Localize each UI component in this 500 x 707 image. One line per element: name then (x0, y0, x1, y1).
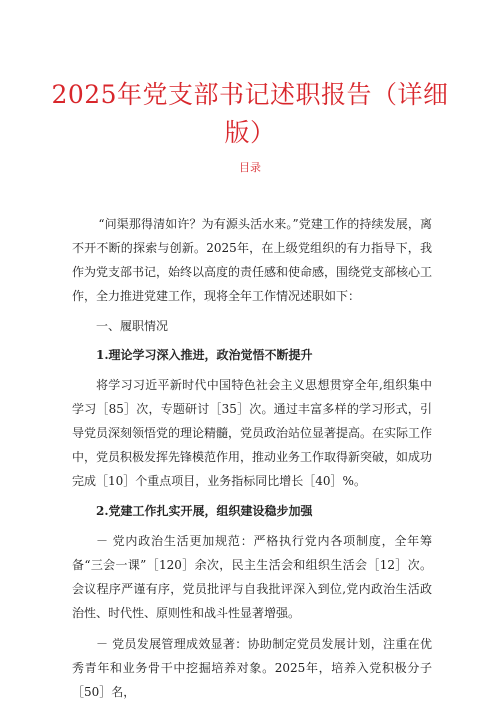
subheading-theory-study: 1.理论学习深入推进，政治觉悟不断提升 (96, 348, 313, 362)
intro-paragraph: “问渠那得清如许？为有源头活水来。”党建工作的持续发展，离不开不断的探索与创新。2025年，在上级党组织的有力指导下，我作为党支部书记，始终以高度的责任感和使命感，围绕党支部核心工作，全力推进党建工作，现将全年工作情况述职如下： (72, 217, 433, 303)
toc-link[interactable]: 目录 (239, 161, 261, 174)
subheading-party-building: 2.党建工作扎实开展，组织建设稳步加强 (96, 504, 313, 518)
paragraph-theory-study: 将学习习近平新时代中国特色社会主义思想贯穿全年,组织集中学习［85］次，专题研讨［35］次。通过丰富多样的学习形式，引导党员深刻领悟党的理论精髓，党员政治站位显著提高。在实际工作中，党员积极发挥先锋模范作用，推动业务工作取得新突破，如成功完成［10］个重点项目，业务指标同比增长［40］%。 (72, 378, 433, 488)
document-title: 2025年党支部书记述职报告（详细版） (51, 80, 449, 147)
document-body (72, 212, 432, 704)
section-heading-performance: 一、履职情况 (96, 319, 169, 333)
paragraph-political-life: － 党内政治生活更加规范：严格执行党内各项制度，全年筹备“三会一课”［120］余次，民主生活会和组织生活会［12］次。会议程序严谨有序，党员批评与自我批评深入到位,党内政治生活政治性、时代性、原则性和战斗性显著增强。 (72, 534, 432, 620)
paragraph-member-development: － 党员发展管理成效显著：协助制定党员发展计划，注重在优秀青年和业务骨干中挖掘培养对象。2025年，培养入党积极分子［50］名， (72, 637, 432, 699)
